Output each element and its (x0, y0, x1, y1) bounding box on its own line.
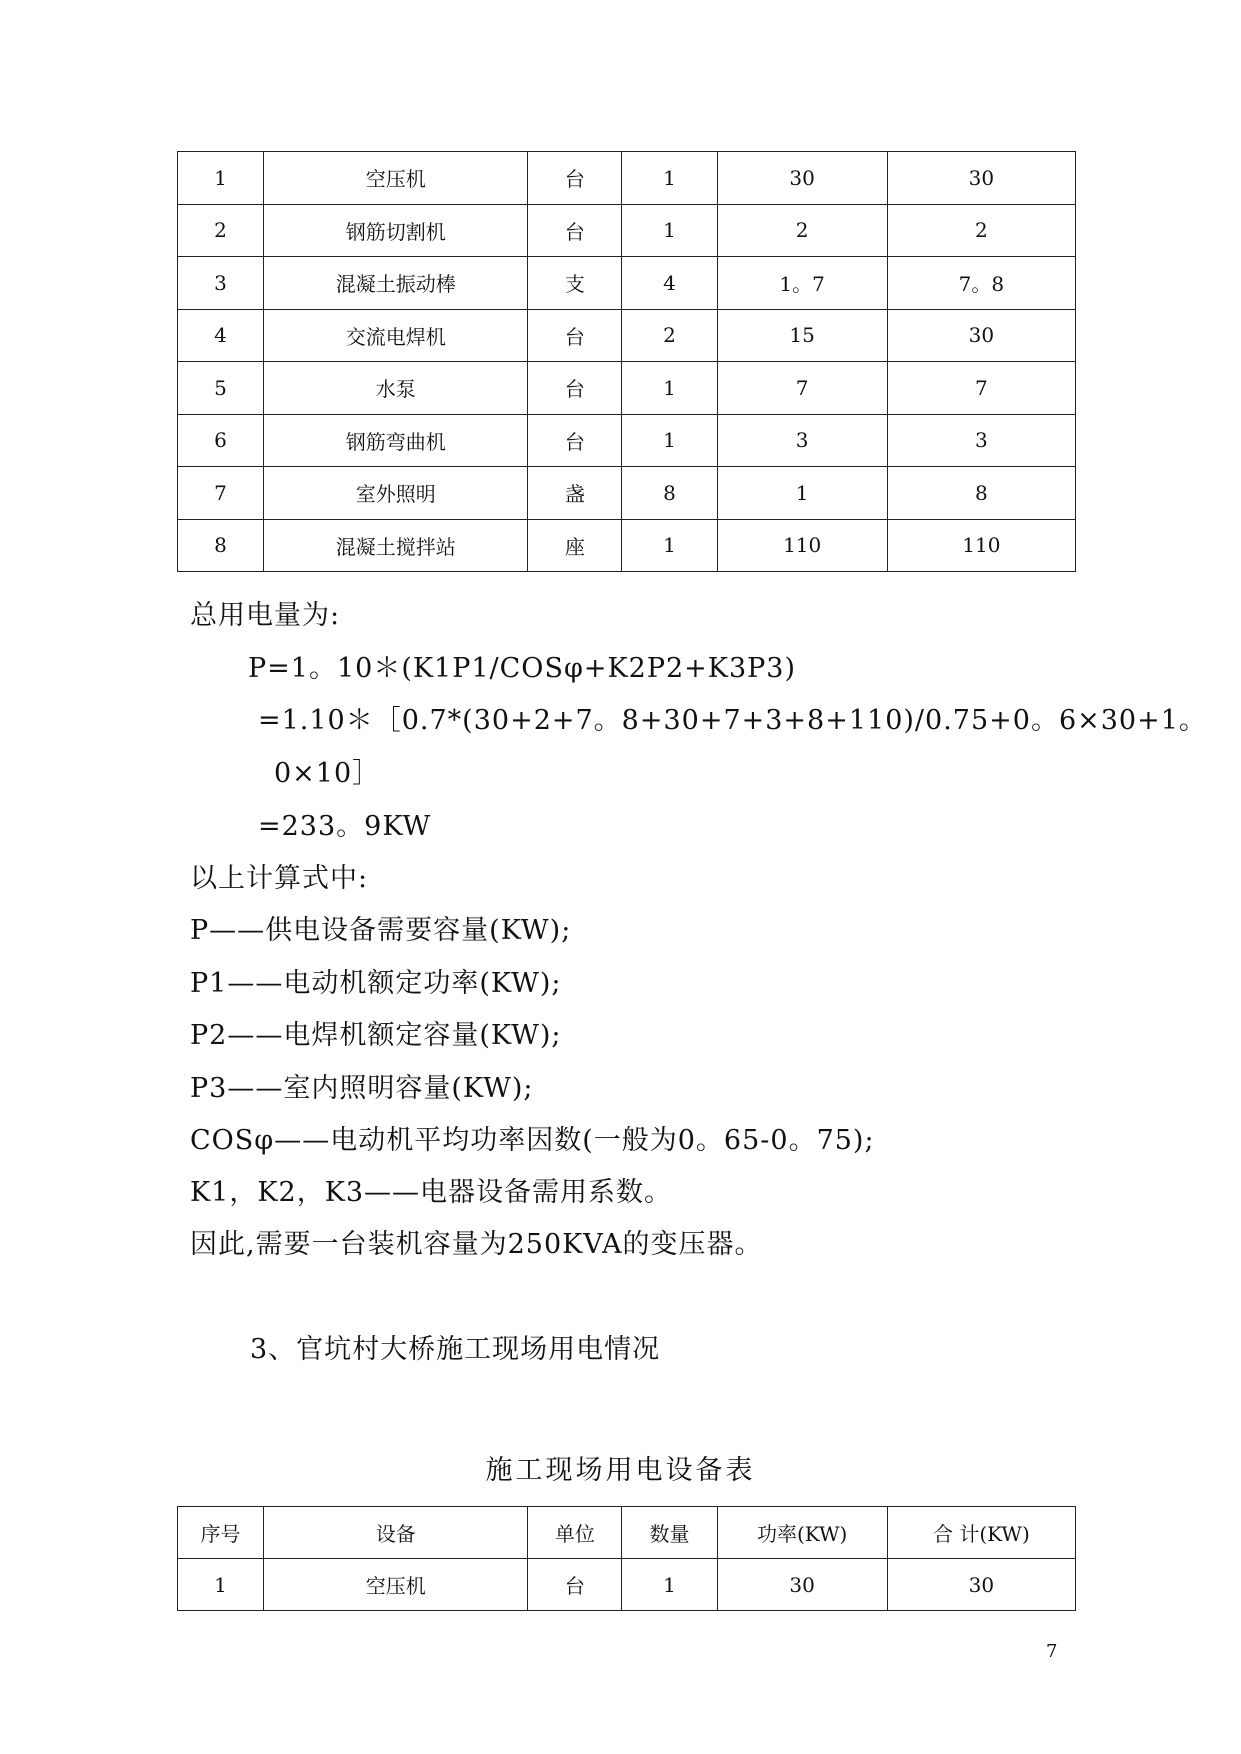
cell-quantity: 1 (622, 204, 717, 257)
cell-equipment: 室外照明 (264, 467, 528, 520)
cell-equipment: 空压机 (264, 1559, 528, 1611)
cell-index: 3 (178, 257, 264, 310)
table-header-row (178, 1507, 1076, 1559)
cell-total: 7。8 (887, 257, 1075, 310)
definition-p1: P1——电动机额定功率(KW); (190, 968, 562, 999)
cell-equipment: 交流电焊机 (264, 309, 528, 362)
header-index: 序号 (178, 1507, 264, 1559)
table-row (178, 152, 1076, 205)
table-row (178, 467, 1076, 520)
cell-unit: 盏 (528, 467, 622, 520)
cell-quantity: 2 (622, 309, 717, 362)
definition-k: K1，K2，K3——电器设备需用系数。 (190, 1177, 673, 1208)
cell-total: 8 (887, 467, 1075, 520)
cell-index: 6 (178, 414, 264, 467)
table-row (178, 257, 1076, 310)
equipment-table (177, 1506, 1076, 1611)
page-number: 7 (1046, 1641, 1058, 1662)
cell-equipment: 水泵 (264, 362, 528, 415)
formula-line-3: 0×10］ (274, 758, 381, 789)
cell-quantity: 1 (622, 362, 717, 415)
cell-unit: 座 (528, 519, 622, 572)
cell-equipment: 空压机 (264, 152, 528, 205)
formula-result: =233。9KW (258, 811, 432, 842)
equipment-table-continued (177, 151, 1076, 572)
cell-quantity: 4 (622, 257, 717, 310)
table-caption: 施工现场用电设备表 (485, 1455, 756, 1486)
cell-index: 1 (178, 1559, 264, 1611)
cell-total: 3 (887, 414, 1075, 467)
cell-equipment: 混凝土搅拌站 (264, 519, 528, 572)
cell-quantity: 1 (622, 414, 717, 467)
table-row (178, 1559, 1076, 1611)
cell-power: 1。7 (717, 257, 887, 310)
cell-equipment: 钢筋切割机 (264, 204, 528, 257)
table-row (178, 309, 1076, 362)
cell-unit: 台 (528, 309, 622, 362)
cell-index: 5 (178, 362, 264, 415)
cell-total: 30 (887, 152, 1075, 205)
cell-unit: 台 (528, 414, 622, 467)
cell-quantity: 1 (622, 152, 717, 205)
formula-line-2: =1.10＊［0.7*(30+2+7。8+30+7+3+8+110)/0.75+0。6×30+1。 (258, 705, 1207, 736)
conclusion: 因此,需要一台装机容量为250KVA的变压器。 (190, 1229, 763, 1260)
cell-index: 7 (178, 467, 264, 520)
cell-unit: 台 (528, 362, 622, 415)
cell-unit: 支 (528, 257, 622, 310)
cell-total: 110 (887, 519, 1075, 572)
table-row (178, 414, 1076, 467)
definition-p3: P3——室内照明容量(KW); (190, 1073, 534, 1104)
cell-unit: 台 (528, 152, 622, 205)
cell-index: 1 (178, 152, 264, 205)
table-row (178, 519, 1076, 572)
cell-power: 7 (717, 362, 887, 415)
cell-index: 2 (178, 204, 264, 257)
cell-equipment: 钢筋弯曲机 (264, 414, 528, 467)
definition-p2: P2——电焊机额定容量(KW); (190, 1020, 562, 1051)
section-heading: 3、官坑村大桥施工现场用电情况 (250, 1334, 661, 1365)
total-label: 总用电量为: (190, 600, 341, 631)
cell-power: 30 (717, 152, 887, 205)
cell-unit: 台 (528, 1559, 622, 1611)
table-row (178, 362, 1076, 415)
formula-line-1: P=1。10＊(K1P1/COSφ+K2P2+K3P3) (248, 653, 797, 684)
cell-quantity: 1 (622, 1559, 717, 1611)
cell-total: 30 (887, 1559, 1075, 1611)
definition-p: P——供电设备需要容量(KW); (190, 915, 572, 946)
table-row (178, 204, 1076, 257)
cell-power: 30 (717, 1559, 887, 1611)
cell-equipment: 混凝土振动棒 (264, 257, 528, 310)
where-label: 以上计算式中: (190, 863, 369, 894)
cell-index: 4 (178, 309, 264, 362)
cell-total: 2 (887, 204, 1075, 257)
cell-quantity: 8 (622, 467, 717, 520)
cell-power: 2 (717, 204, 887, 257)
header-quantity: 数量 (622, 1507, 717, 1559)
cell-power: 110 (717, 519, 887, 572)
cell-index: 8 (178, 519, 264, 572)
header-equipment: 设备 (264, 1507, 528, 1559)
cell-quantity: 1 (622, 519, 717, 572)
header-power: 功率(KW) (717, 1507, 887, 1559)
definition-cos: COSφ——电动机平均功率因数(一般为0。65-0。75); (190, 1125, 875, 1156)
cell-unit: 台 (528, 204, 622, 257)
cell-total: 30 (887, 309, 1075, 362)
header-unit: 单位 (528, 1507, 622, 1559)
cell-power: 3 (717, 414, 887, 467)
cell-power: 15 (717, 309, 887, 362)
header-total: 合 计(KW) (887, 1507, 1075, 1559)
cell-power: 1 (717, 467, 887, 520)
cell-total: 7 (887, 362, 1075, 415)
